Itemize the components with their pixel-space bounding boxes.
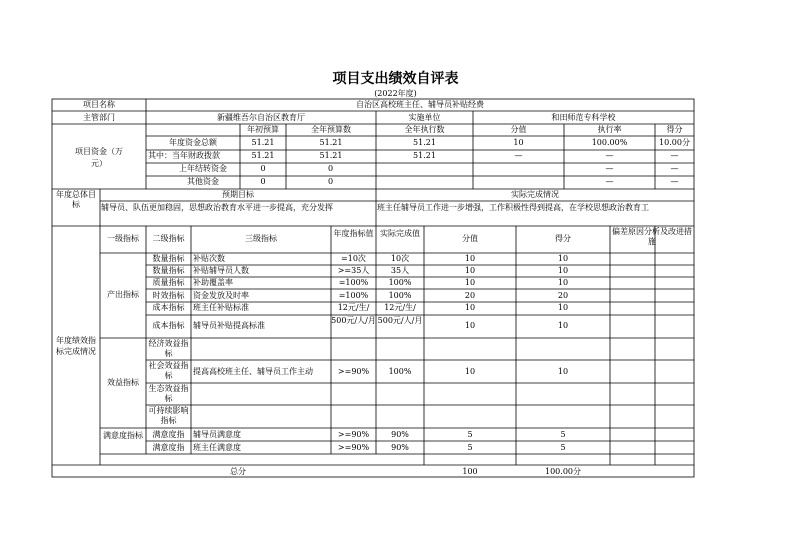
- total-points-value: 100.00分: [545, 467, 581, 476]
- header-annual-target: 年度指标值: [333, 229, 374, 238]
- other-full: 0: [328, 177, 334, 186]
- output-row4-actual: 100%: [388, 291, 412, 300]
- output-row6-points: 10: [557, 321, 569, 330]
- output-row1-score: 10: [464, 254, 476, 263]
- header-level2: 二级指标: [152, 234, 185, 243]
- output-row6-l3: 辅导员补贴提高标准: [193, 321, 265, 330]
- benefit-social-points: 10: [557, 367, 569, 376]
- label-total: 总分: [230, 467, 246, 476]
- header-level1: 一级指标: [107, 234, 139, 243]
- label-overall-goal: 年度总体目标: [56, 190, 96, 209]
- output-row3-score: 10: [464, 278, 476, 287]
- header-got-score: 得分: [666, 125, 683, 134]
- output-row4-points: 20: [557, 291, 569, 300]
- header-points: 得分: [555, 234, 571, 243]
- output-row5-actual: 12元/生/: [384, 303, 416, 312]
- output-row6-score: 10: [464, 321, 476, 330]
- header-expected-goal: 预期目标: [222, 190, 254, 199]
- total-rate: 100.00%: [591, 138, 628, 147]
- current-rate: —: [605, 151, 614, 160]
- other-got: —: [670, 177, 679, 186]
- satisfaction-row2-l2: 满意度指: [152, 443, 185, 452]
- header-score-col: 分值: [462, 234, 478, 243]
- output-row3-points: 10: [557, 278, 569, 287]
- satisfaction-row1-actual: 90%: [391, 430, 409, 439]
- output-row5-score: 10: [464, 303, 476, 312]
- label-perf-section: 年度绩效指标完成情况: [56, 336, 96, 356]
- actual-status-text: 班主任辅导员工作进一步增强，工作积极性得到提高，在学校思想政治教育工: [377, 203, 649, 212]
- total-score: 10: [513, 138, 524, 147]
- output-row4-target: =100%: [338, 291, 369, 300]
- header-exec-rate: 执行率: [597, 125, 622, 134]
- output-row6-l2: 成本指标: [152, 321, 185, 330]
- other-rate: —: [605, 177, 614, 186]
- label-impl-unit: 实施单位: [408, 113, 441, 122]
- output-row5-l2: 成本指标: [152, 303, 185, 312]
- benefit-level1: 效益指标: [107, 378, 139, 387]
- label-dept: 主管部门: [83, 113, 115, 122]
- label-project-name: 项目名称: [83, 100, 115, 109]
- label-current-fin: 其中：当年财政拨款: [148, 151, 220, 160]
- output-row3-actual: 100%: [388, 278, 412, 287]
- output-row3-target: =100%: [338, 278, 369, 287]
- satisfaction-row1-target: >=90%: [337, 430, 370, 439]
- label-funds: 项目资金（万元）: [75, 147, 123, 168]
- output-row1-actual: 10次: [390, 254, 410, 263]
- output-row1-l3: 补贴次数: [193, 254, 225, 263]
- carryover-full: 0: [328, 164, 334, 173]
- page-title: 项目支出绩效自评表: [332, 71, 459, 87]
- output-row2-l3: 补贴辅导员人数: [193, 266, 249, 275]
- output-row5-l3: 班主任补贴标准: [193, 303, 249, 312]
- total-score-value: 100: [462, 467, 478, 476]
- total-full: 51.21: [319, 138, 343, 147]
- project-name-value: 自治区高校班主任、辅导员补贴经费: [356, 100, 484, 109]
- total-got: 10.00分: [659, 138, 690, 147]
- satisfaction-row2-points: 5: [560, 443, 566, 452]
- output-row5-points: 10: [557, 303, 569, 312]
- benefit-economic: 经济效益指标: [148, 339, 189, 358]
- output-row1-l2: 数量指标: [152, 254, 185, 263]
- satisfaction-row1-l3: 辅导员满意度: [193, 430, 241, 439]
- header-level3: 三级指标: [245, 234, 277, 243]
- benefit-sustain: 可持续影响指标: [148, 406, 189, 425]
- satisfaction-row2-score: 5: [467, 443, 473, 452]
- current-exec: 51.21: [413, 151, 436, 160]
- output-row2-actual: 35人: [390, 266, 410, 275]
- satisfaction-row2-l3: 班主任满意度: [193, 443, 241, 452]
- header-score: 分值: [510, 125, 527, 134]
- output-row3-l3: 补助覆盖率: [193, 278, 233, 287]
- benefit-social-score: 10: [464, 367, 476, 376]
- output-row6-actual: 500元/人/月: [377, 316, 423, 325]
- output-row6-target: 500元/人/月: [331, 316, 376, 325]
- output-row4-score: 20: [464, 291, 476, 300]
- header-full-exec: 全年执行数: [404, 125, 445, 134]
- benefit-social-target: >=90%: [337, 367, 370, 376]
- label-carryover: 上年结转资金: [179, 164, 227, 173]
- output-row2-target: >=35人: [337, 266, 370, 275]
- output-row2-score: 10: [464, 266, 476, 275]
- header-actual-value: 实际完成值: [380, 229, 420, 238]
- output-row4-l2: 时效指标: [152, 291, 185, 300]
- carryover-got: —: [670, 164, 679, 173]
- output-row3-l2: 质量指标: [152, 278, 185, 287]
- current-full: 51.21: [319, 151, 343, 160]
- header-full-budget: 全年预算数: [311, 125, 351, 134]
- benefit-social: 社会效益指标: [148, 361, 189, 380]
- header-actual-status: 实际完成情况: [511, 190, 559, 199]
- output-row1-points: 10: [557, 254, 569, 263]
- benefit-social-l3: 提高高校班主任、辅导员工作主动: [193, 367, 313, 376]
- other-annual: 0: [260, 177, 266, 186]
- satisfaction-row1-score: 5: [467, 430, 473, 439]
- label-total-funds: 年度资金总额: [169, 138, 217, 147]
- impl-unit-value: 和田师范专科学校: [551, 113, 616, 122]
- current-score: —: [514, 151, 523, 160]
- output-row2-points: 10: [557, 266, 569, 275]
- benefit-social-actual: 100%: [388, 367, 412, 376]
- current-got: —: [670, 151, 679, 160]
- label-other-funds: 其他资金: [187, 177, 219, 186]
- satisfaction-row2-actual: 90%: [391, 443, 409, 452]
- expected-goal-text: 辅导员、队伍更加稳固，思想政治教育水平进一步提高，充分发挥: [101, 203, 333, 212]
- total-annual: 51.21: [251, 138, 275, 147]
- benefit-eco: 生态效益指标: [148, 384, 189, 403]
- current-annual: 51.21: [251, 151, 275, 160]
- dept-value: 新疆维吾尔自治区教育厅: [217, 113, 305, 122]
- carryover-annual: 0: [260, 164, 266, 173]
- output-level1: 产出指标: [107, 290, 139, 299]
- header-deviation: 偏差原因分析及改进措施: [612, 227, 692, 246]
- output-row2-l2: 数量指标: [152, 266, 185, 275]
- year-subtitle: (2022年度): [374, 89, 417, 98]
- total-exec: 51.21: [413, 138, 436, 147]
- output-row1-target: =10次: [341, 254, 366, 263]
- carryover-rate: —: [605, 164, 614, 173]
- satisfaction-row1-l2: 满意度指: [152, 430, 185, 439]
- output-row4-l3: 资金发放及时率: [193, 291, 249, 300]
- satisfaction-row1-points: 5: [560, 430, 566, 439]
- output-row5-target: 12元/生/: [337, 303, 370, 312]
- header-annual-budget: 年初预算: [247, 125, 279, 134]
- satisfaction-row2-target: >=90%: [337, 443, 370, 452]
- satisfaction-level1: 满意度指标: [103, 431, 143, 440]
